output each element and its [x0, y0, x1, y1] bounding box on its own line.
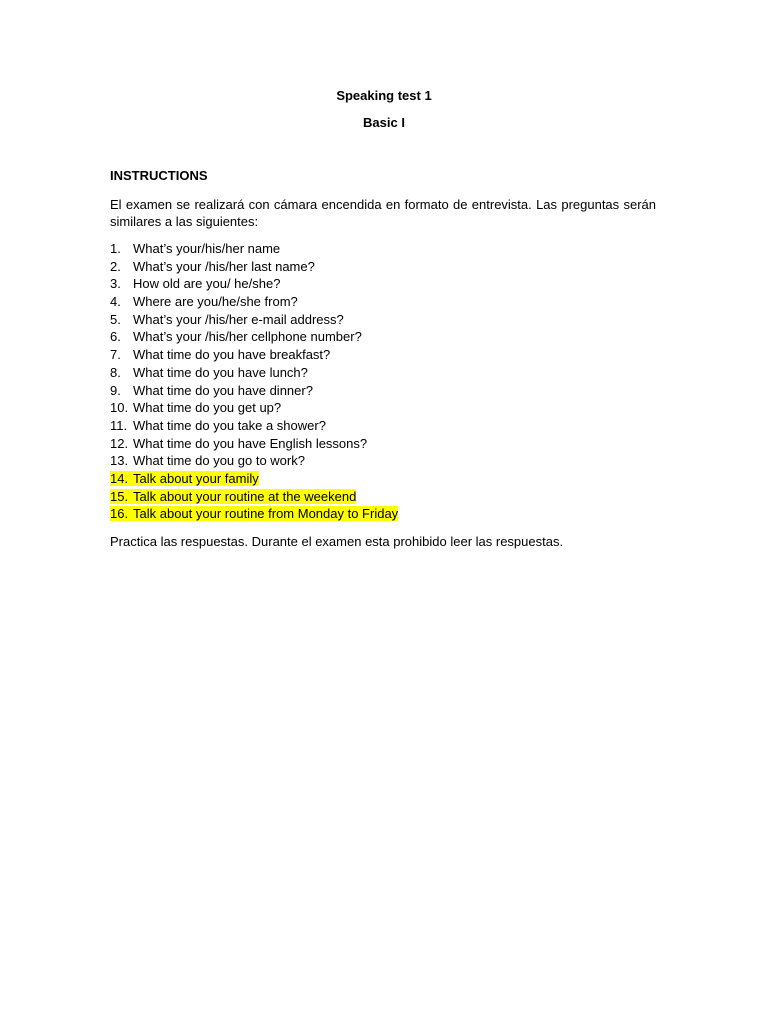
question-number: 1.	[110, 241, 121, 256]
question-item	[110, 275, 398, 293]
question-item	[110, 293, 398, 311]
document-title: Speaking test 1	[336, 88, 432, 103]
question-text: Talk about your routine from Monday to Friday	[133, 506, 399, 522]
question-number: 5.	[110, 311, 121, 327]
question-item-highlighted	[110, 505, 398, 523]
question-item	[110, 346, 398, 364]
question-item	[110, 435, 398, 453]
question-list	[110, 240, 398, 523]
question-text: Talk about your family	[133, 470, 259, 486]
question-text: What time do you take a shower?	[133, 417, 326, 433]
intro-paragraph	[110, 196, 656, 230]
question-item	[110, 258, 398, 276]
document-subtitle: Basic I	[363, 115, 405, 130]
question-item	[110, 452, 398, 470]
question-text: Talk about your routine at the weekend	[133, 488, 357, 504]
question-text: What time do you have lunch?	[133, 364, 308, 380]
question-number: 10.	[110, 400, 129, 416]
question-number: 8.	[110, 364, 121, 380]
question-text: What time do you have breakfast?	[133, 347, 331, 363]
question-text: What time do you have dinner?	[133, 382, 313, 398]
question-number: 12.	[110, 435, 129, 451]
intro-line-2: similares a las siguientes:	[110, 214, 259, 229]
question-number: 11.	[110, 417, 128, 433]
question-number: 4.	[110, 294, 121, 310]
question-text: What time do you have English lessons?	[133, 435, 368, 451]
question-text: What time do you get up?	[133, 400, 282, 416]
question-number: 7.	[110, 347, 121, 363]
question-number: 3.	[110, 276, 121, 292]
question-item-highlighted	[110, 488, 398, 506]
question-number: 6.	[110, 329, 121, 345]
question-text: What time do you go to work?	[133, 453, 305, 469]
highlight-mark	[110, 489, 356, 504]
question-item	[110, 364, 398, 382]
question-item	[110, 328, 398, 346]
footer-note: Practica las respuestas. Durante el examen esta prohibido leer las respuestas.	[110, 534, 564, 549]
question-number: 14.	[110, 470, 129, 486]
question-text: What’s your /his/her last name?	[133, 258, 315, 274]
question-number: 13.	[110, 453, 129, 469]
question-text: What’s your /his/her cellphone number?	[133, 329, 362, 345]
question-number: 9.	[110, 382, 121, 398]
instructions-heading: INSTRUCTIONS	[110, 168, 208, 183]
question-item	[110, 311, 398, 329]
question-item	[110, 399, 398, 417]
highlight-mark	[110, 506, 398, 521]
question-text: Where are you/he/she from?	[133, 294, 298, 310]
question-text: How old are you/ he/she?	[133, 276, 281, 292]
highlight-mark	[110, 471, 259, 486]
intro-line-1: El examen se realizará con cámara encendida en formato de entrevista. Las preguntas serán	[110, 197, 656, 212]
question-item	[110, 240, 398, 258]
question-item	[110, 417, 398, 435]
question-item	[110, 382, 398, 400]
question-item-highlighted	[110, 470, 398, 488]
question-number: 16.	[110, 506, 129, 522]
question-text: What’s your/his/her name	[133, 241, 281, 256]
question-number: 15.	[110, 488, 129, 504]
question-number: 2.	[110, 258, 121, 274]
question-text: What’s your /his/her e-mail address?	[133, 311, 344, 327]
